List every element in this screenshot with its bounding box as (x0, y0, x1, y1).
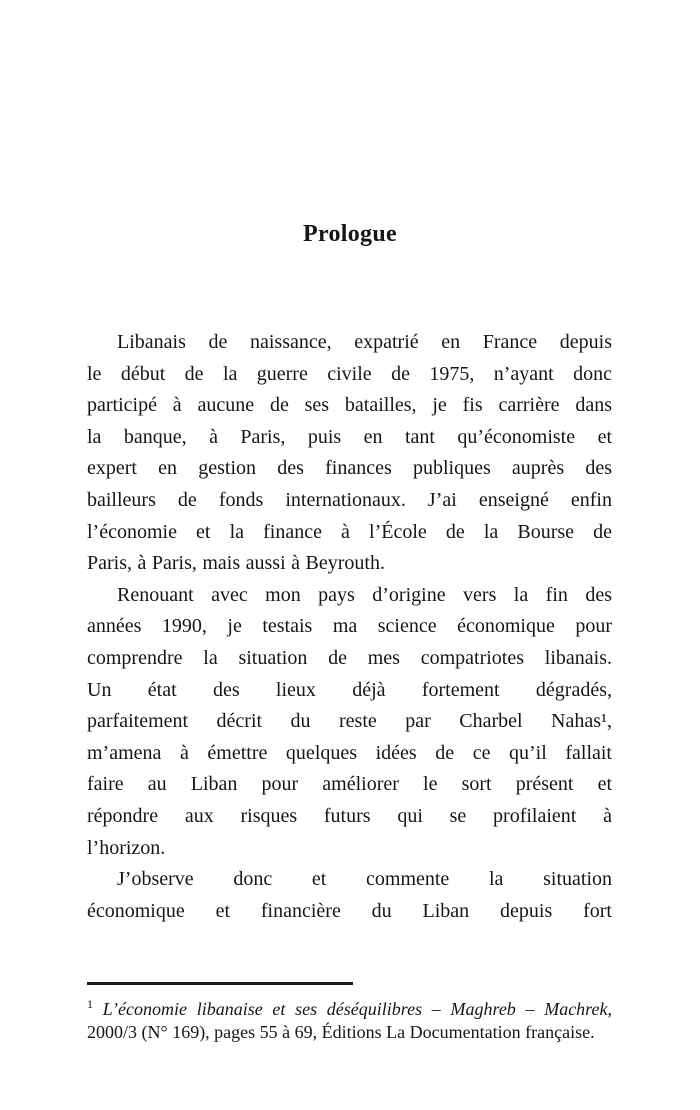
text-line: faire au Liban pour améliorer le sort présent et (87, 773, 612, 796)
body-text (87, 327, 612, 927)
text-line: l’économie et la finance à l’École de la Bourse de (87, 520, 612, 543)
text-line: comprendre la situation de mes compatriotes libanais. (87, 646, 612, 669)
text-line: bailleurs de fonds internationaux. J’ai enseigné enfin (87, 488, 612, 511)
text-line: répondre aux risques futurs qui se profilaient à (87, 804, 612, 827)
text-line: économique et financière du Liban depuis fort (87, 899, 612, 922)
text-line: participé à aucune de ses batailles, je fis carrière dans (87, 394, 612, 417)
text-line: expert en gestion des finances publiques auprès des (87, 457, 612, 480)
text-line: le début de la guerre civile de 1975, n’ayant donc (87, 362, 612, 385)
chapter-title: Prologue (303, 221, 397, 247)
text-line: Un état des lieux déjà fortement dégradés, (87, 678, 612, 701)
text-line: l’horizon. (87, 836, 166, 859)
footnote-reference-title: L’économie libanaise et ses déséquilibres – Maghreb – Machrek, (102, 999, 613, 1019)
text-line: m’amena à émettre quelques idées de ce qu’il fallait (87, 741, 612, 764)
text-line: années 1990, je testais ma science économique pour (87, 615, 612, 638)
text-line: la banque, à Paris, puis en tant qu’économiste et (87, 425, 612, 448)
footnote-marker: 1 (87, 997, 93, 1011)
footnote (87, 998, 612, 1044)
paragraph (87, 580, 612, 864)
footnote-publication-info: 2000/3 (N° 169), pages 55 à 69, Éditions La Documentation française. (87, 1022, 595, 1042)
paragraph (87, 327, 612, 580)
footnote-separator-rule (87, 982, 353, 985)
text-line: Paris, à Paris, mais aussi à Beyrouth. (87, 552, 385, 575)
text-line: parfaitement décrit du reste par Charbel Nahas¹, (87, 710, 612, 733)
paragraph (87, 864, 612, 927)
text-line: Libanais de naissance, expatrié en France depuis (117, 331, 612, 353)
footnote-reference-line (87, 998, 612, 1021)
text-line: J’observe donc et commente la situation (117, 868, 612, 891)
text-line: Renouant avec mon pays d’origine vers la fin des (117, 583, 612, 606)
